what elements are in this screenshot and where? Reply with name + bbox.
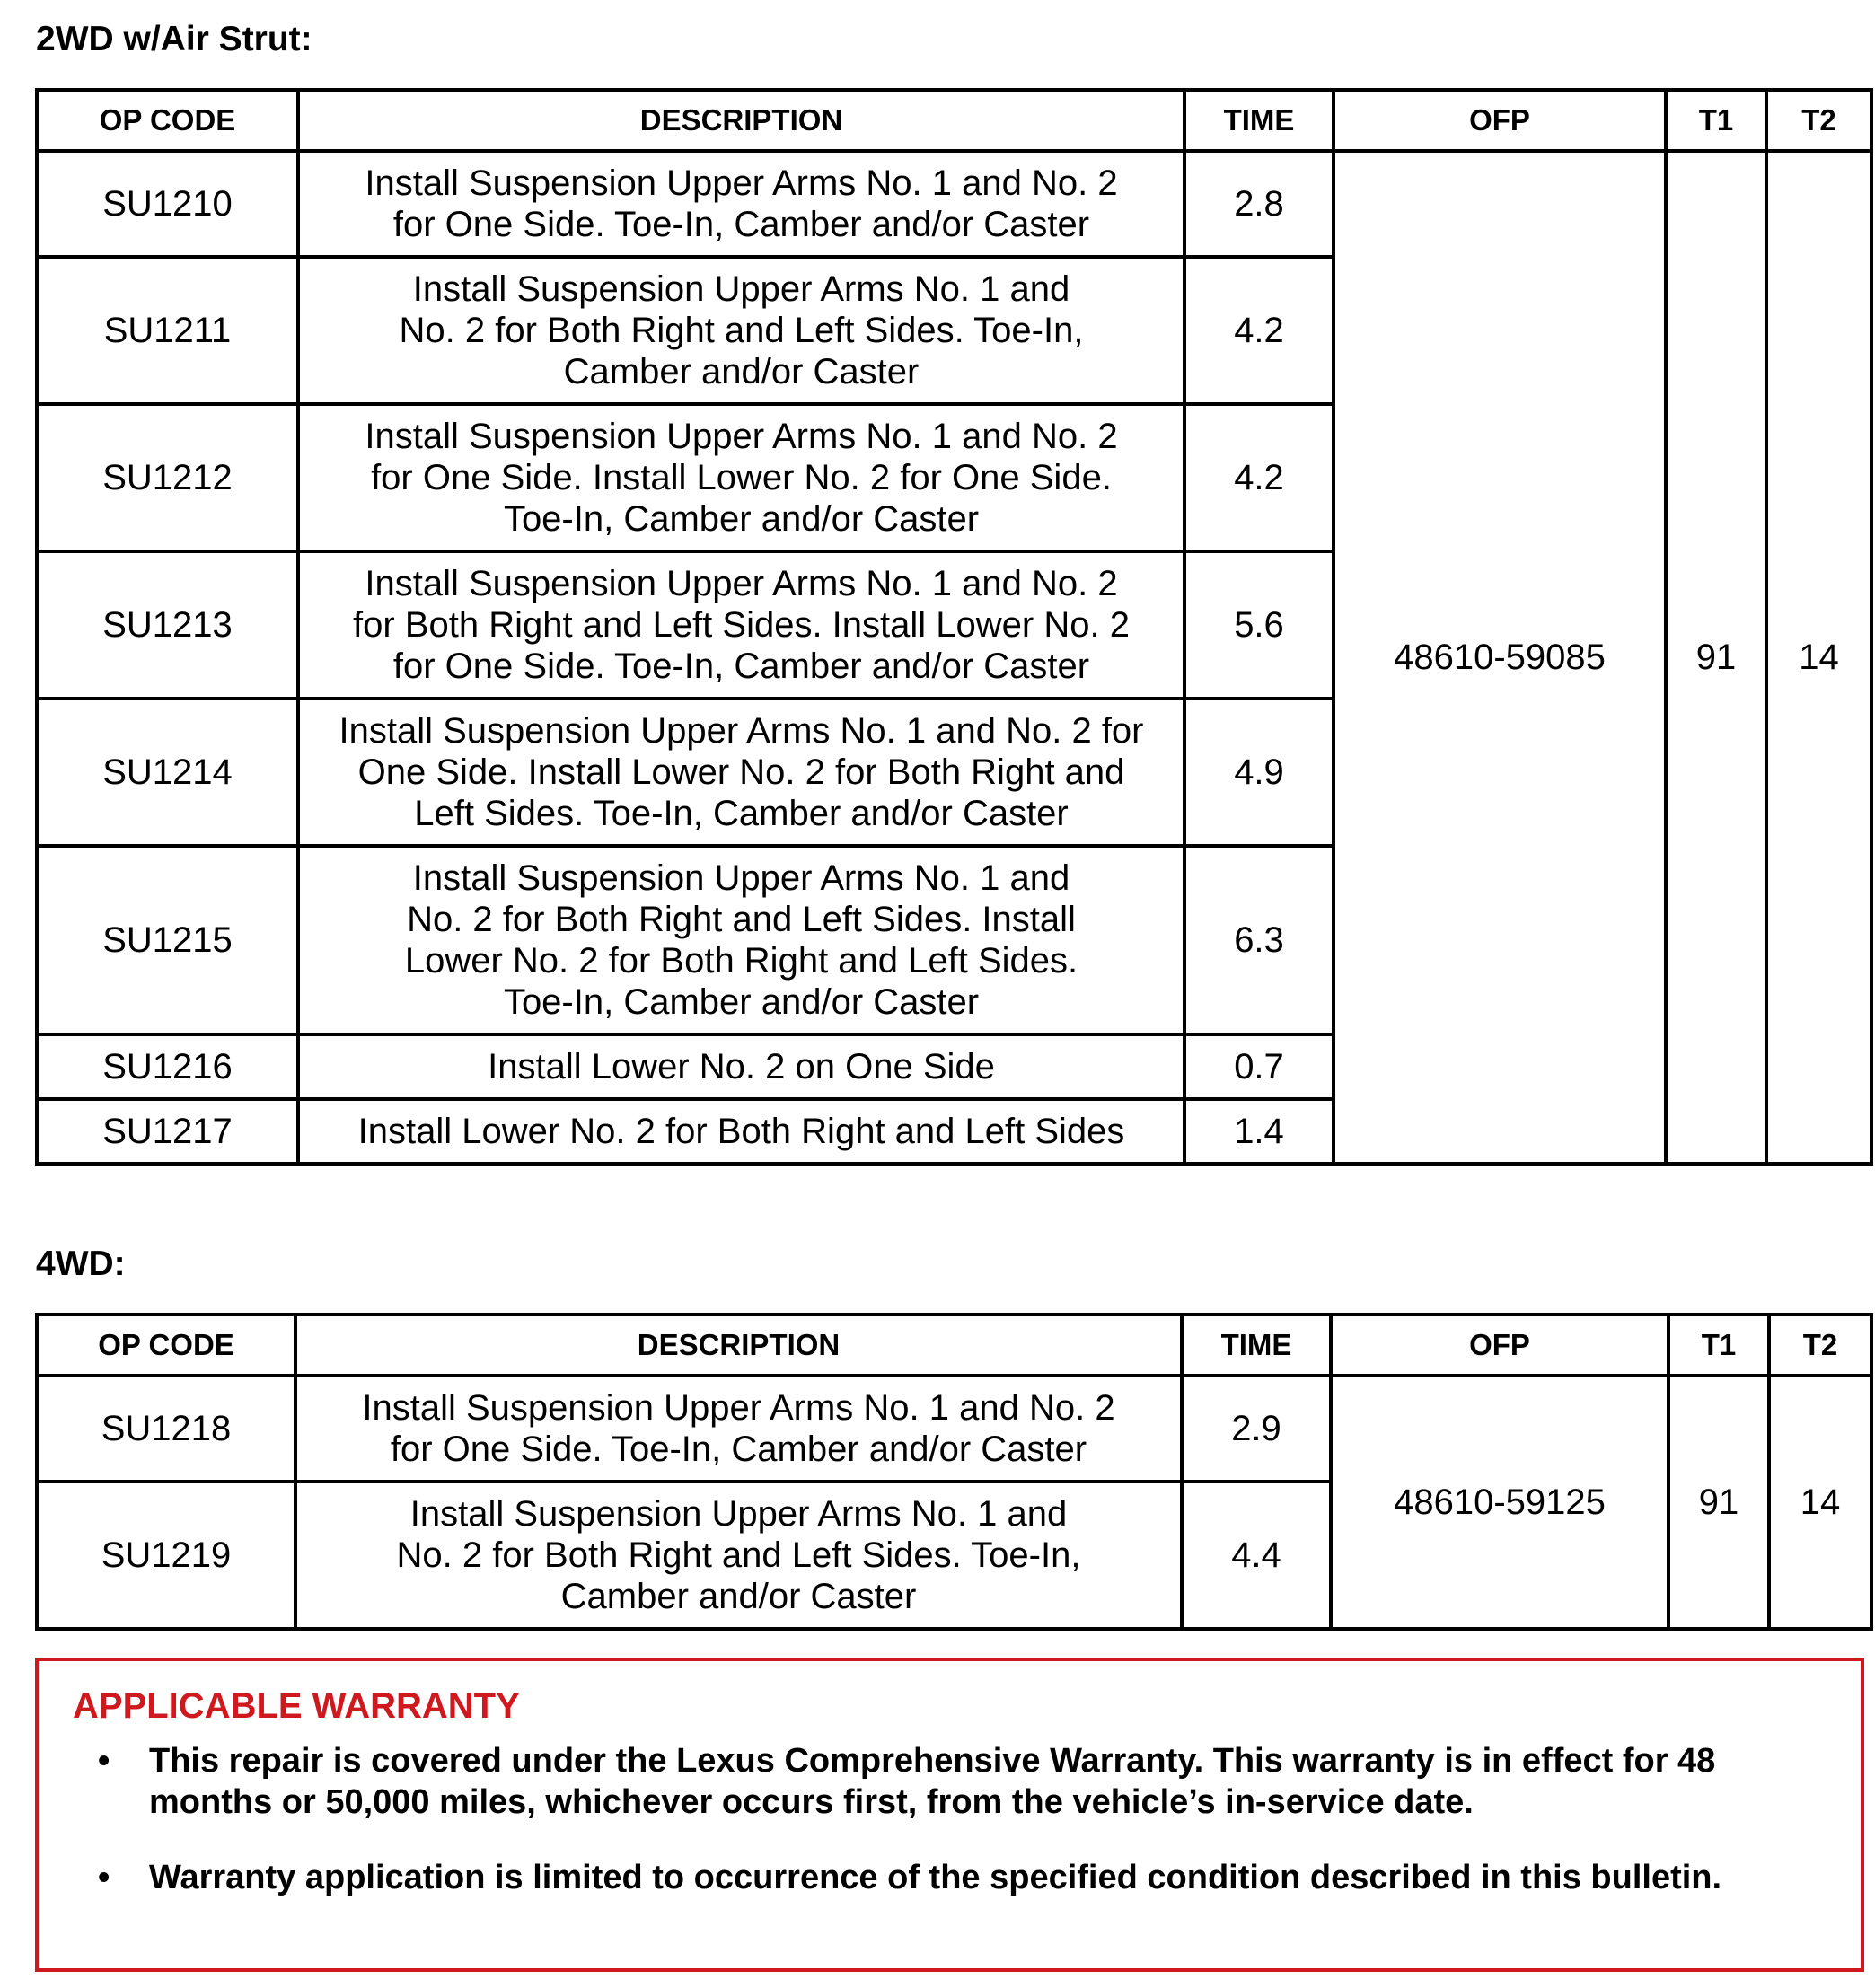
table-row [37, 151, 1871, 257]
t2-cell: 14 [1769, 1376, 1871, 1629]
table-header-row [37, 90, 1871, 151]
header-description: DESCRIPTION [295, 1315, 1182, 1376]
header-op-code: OP CODE [37, 90, 298, 151]
op-code-cell: SU1210 [37, 151, 298, 257]
table-header-row [37, 1315, 1871, 1376]
ofp-cell: 48610-59085 [1334, 151, 1666, 1164]
description-cell: Install Suspension Upper Arms No. 1 and No. 2 for Both Right and Left Sides. Install Lower No. 2 for One Side. Toe-In, Camber and/or Caster [298, 551, 1184, 699]
time-cell: 6.3 [1184, 846, 1334, 1034]
op-code-cell: SU1213 [37, 551, 298, 699]
header-time: TIME [1182, 1315, 1331, 1376]
warranty-item-text: Warranty application is limited to occurrence of the specified condition described in this bulletin. [149, 1859, 1722, 1896]
op-code-table-4wd [35, 1313, 1873, 1631]
header-time: TIME [1184, 90, 1334, 151]
op-code-cell: SU1217 [37, 1099, 298, 1164]
op-code-cell: SU1216 [37, 1034, 298, 1099]
time-cell: 4.2 [1184, 404, 1334, 551]
op-code-table-2wd [35, 88, 1873, 1166]
time-cell: 0.7 [1184, 1034, 1334, 1099]
applicable-warranty-box [35, 1658, 1864, 1972]
table-row [37, 1376, 1871, 1482]
bullet-icon: • [98, 1742, 110, 1780]
header-t1: T1 [1668, 1315, 1769, 1376]
header-ofp: OFP [1334, 90, 1666, 151]
description-cell: Install Suspension Upper Arms No. 1 and No. 2 for One Side. Install Lower No. 2 for Both Right and Left Sides. Toe-In, Camber and/or Caster [298, 699, 1184, 846]
warranty-item [73, 1740, 1824, 1823]
op-code-cell: SU1218 [37, 1376, 295, 1482]
time-cell: 4.4 [1182, 1482, 1331, 1629]
description-cell: Install Suspension Upper Arms No. 1 and No. 2 for Both Right and Left Sides. Install Lower No. 2 for Both Right and Left Sides. Toe-In, Camber and/or Caster [298, 846, 1184, 1034]
description-cell: Install Suspension Upper Arms No. 1 and No. 2 for One Side. Toe-In, Camber and/or Caster [295, 1376, 1182, 1482]
warranty-item-text: This repair is covered under the Lexus Comprehensive Warranty. This warranty is in effect for 48 months or 50,000 miles, whichever occurs first, from the vehicle’s in-service date. [149, 1742, 1716, 1821]
warranty-title: APPLICABLE WARRANTY [73, 1686, 520, 1726]
time-cell: 2.8 [1184, 151, 1334, 257]
header-t1: T1 [1666, 90, 1766, 151]
time-cell: 1.4 [1184, 1099, 1334, 1164]
header-op-code: OP CODE [37, 1315, 295, 1376]
op-code-cell: SU1214 [37, 699, 298, 846]
description-cell: Install Suspension Upper Arms No. 1 and No. 2 for Both Right and Left Sides. Toe-In, Camber and/or Caster [298, 257, 1184, 404]
header-ofp: OFP [1331, 1315, 1668, 1376]
section-title-2wd: 2WD w/Air Strut: [36, 20, 312, 58]
time-cell: 4.9 [1184, 699, 1334, 846]
warranty-list [73, 1740, 1824, 1932]
description-cell: Install Suspension Upper Arms No. 1 and No. 2 for Both Right and Left Sides. Toe-In, Camber and/or Caster [295, 1482, 1182, 1629]
section-title-4wd: 4WD: [36, 1245, 126, 1283]
time-cell: 2.9 [1182, 1376, 1331, 1482]
time-cell: 4.2 [1184, 257, 1334, 404]
description-cell: Install Lower No. 2 on One Side [298, 1034, 1184, 1099]
warranty-item [73, 1857, 1824, 1898]
time-cell: 5.6 [1184, 551, 1334, 699]
t1-cell: 91 [1666, 151, 1766, 1164]
t2-cell: 14 [1766, 151, 1871, 1164]
op-code-cell: SU1212 [37, 404, 298, 551]
t1-cell: 91 [1668, 1376, 1769, 1629]
op-code-cell: SU1215 [37, 846, 298, 1034]
header-t2: T2 [1769, 1315, 1871, 1376]
header-description: DESCRIPTION [298, 90, 1184, 151]
description-cell: Install Suspension Upper Arms No. 1 and No. 2 for One Side. Toe-In, Camber and/or Caster [298, 151, 1184, 257]
op-code-cell: SU1219 [37, 1482, 295, 1629]
header-t2: T2 [1766, 90, 1871, 151]
ofp-cell: 48610-59125 [1331, 1376, 1668, 1629]
bullet-icon: • [98, 1859, 110, 1896]
op-code-cell: SU1211 [37, 257, 298, 404]
description-cell: Install Suspension Upper Arms No. 1 and No. 2 for One Side. Install Lower No. 2 for One Side. Toe-In, Camber and/or Caster [298, 404, 1184, 551]
description-cell: Install Lower No. 2 for Both Right and Left Sides [298, 1099, 1184, 1164]
